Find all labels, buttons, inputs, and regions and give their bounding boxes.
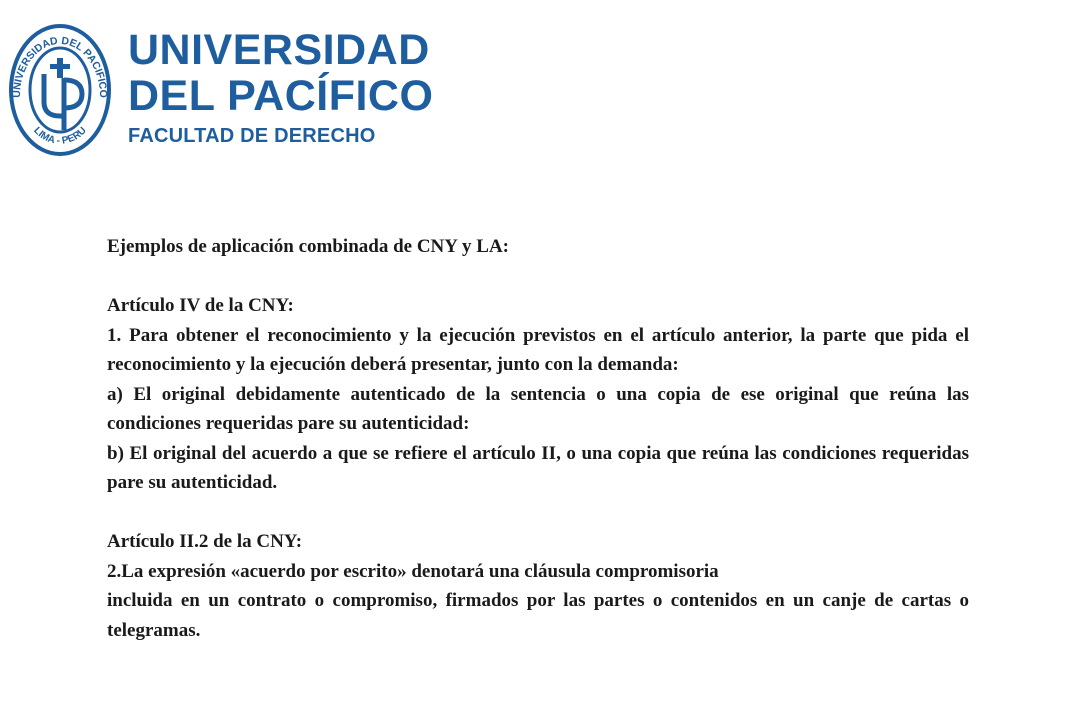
- article-ii2-title: Artículo II.2 de la CNY:: [107, 531, 303, 552]
- article-iv-item-b: b) El original del acuerdo a que se refiere el artículo II, o una copia que reúna las condiciones requeridas pare su autenticidad.: [107, 442, 969, 493]
- svg-text:LIMA - PERU: [31, 125, 89, 147]
- article-iv-item-a: a) El original debidamente autenticado de la sentencia o una copia de ese original que reúna las condiciones requeridas pare su autenticidad:: [107, 383, 969, 434]
- seal-bottom-text: LIMA - PERU: [31, 125, 89, 147]
- logo-faculty: FACULTAD DE DERECHO: [128, 125, 376, 147]
- seal-text: UNIVERSIDAD DEL PACIFICO: [10, 34, 110, 98]
- logo-wordmark: [128, 27, 433, 149]
- logo-title-line1: UNIVERSIDAD: [128, 26, 430, 74]
- article-ii2-paragraph-1: 2.La expresión «acuerdo por escrito» denotará una cláusula compromisoria: [107, 560, 719, 582]
- article-ii2-paragraph-2: incluida en un contrato o compromiso, firmados por las partes o contenidos en un canje de cartas o telegramas.: [107, 590, 969, 641]
- slide-body: [107, 232, 969, 645]
- logo-title-line2: DEL PACÍFICO: [128, 72, 434, 120]
- university-seal-icon: [6, 18, 114, 158]
- article-iv-title: Artículo IV de la CNY:: [107, 295, 294, 316]
- article-iv-paragraph-1: 1. Para obtener el reconocimiento y la ejecución previstos en el artículo anterior, la parte que pida el reconocimiento y la ejecución deberá presentar, junto con la demanda:: [107, 324, 969, 375]
- university-logo: [6, 18, 433, 158]
- slide-heading: Ejemplos de aplicación combinada de CNY y LA:: [107, 236, 510, 257]
